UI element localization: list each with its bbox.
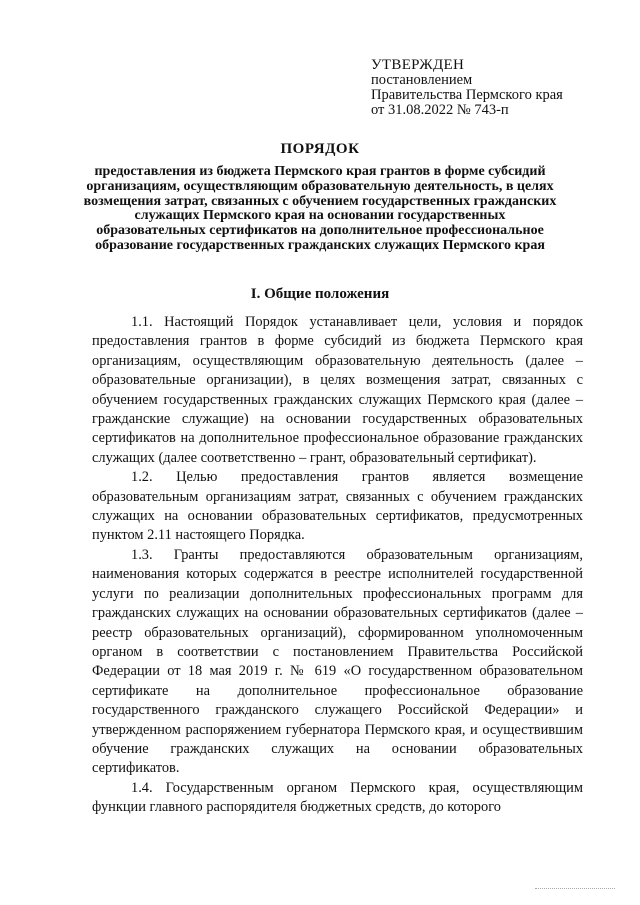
paragraph-1-4: 1.4. Государственным органом Пермского края, осуществляющим функции главного распорядителя бюджетных средств, до которого <box>92 779 583 816</box>
page-bottom-rule <box>535 888 615 889</box>
approval-date-number: от 31.08.2022 № 743-п <box>371 102 509 118</box>
document-title: ПОРЯДОК <box>280 141 360 157</box>
approval-line: постановлением <box>371 72 473 88</box>
document-subtitle: предоставления из бюджета Пермского края грантов в форме субсидий организациям, осуществляющим образовательную деятельность, в целях возмещения затрат, связанных с обучением государственных гражданских служащих Пермского края на основании государственных образовательных сертификатов на дополнительное профессиональное образование государственных гражданских служащих Пермского края <box>83 164 557 253</box>
document-body <box>92 313 583 818</box>
section-heading: I. Общие положения <box>250 286 390 302</box>
paragraph-1-1: 1.1. Настоящий Порядок устанавливает цели, условия и порядок предоставления грантов в форме субсидий из бюджета Пермского края организациям, осуществляющим образовательную деятельность (далее – образовательные организации), в целях возмещения затрат, связанных с обучением государственных гражданских служащих Пермского края (далее – гражданские служащие) на основании государственных образовательных сертификатов на дополнительное профессиональное образование гражданских служащих (далее соответственно – грант, образовательный сертификат). <box>92 314 583 466</box>
approval-line: Правительства Пермского края <box>371 87 563 103</box>
paragraph-1-2: 1.2. Целью предоставления грантов является возмещение образовательным организациям затрат, связанных с обучением гражданских служащих на основании образовательных сертификатов, предусмотренных пунктом 2.11 настоящего Порядка. <box>92 469 583 544</box>
paragraph-1-3: 1.3. Гранты предоставляются образовательным организациям, наименования которых содержатся в реестре исполнителей государственной услуги по реализации дополнительных профессиональных программ для гражданских служащих на основании образовательных сертификатов (далее – реестр образовательных организаций), сформированном уполномоченным органом в соответствии с постановлением Правительства Российской Федерации от 18 мая 2019 г. № 619 «О государственном образовательном сертификате на дополнительное профессиональное образование государственного гражданского служащего Российской Федерации» и утвержденном распоряжением губернатора Пермского края, и осуществившим обучение гражданских служащих на основании образовательных сертификатов. <box>92 546 583 777</box>
approval-stamp <box>371 58 563 118</box>
approval-heading: УТВЕРЖДЕН <box>371 57 465 73</box>
